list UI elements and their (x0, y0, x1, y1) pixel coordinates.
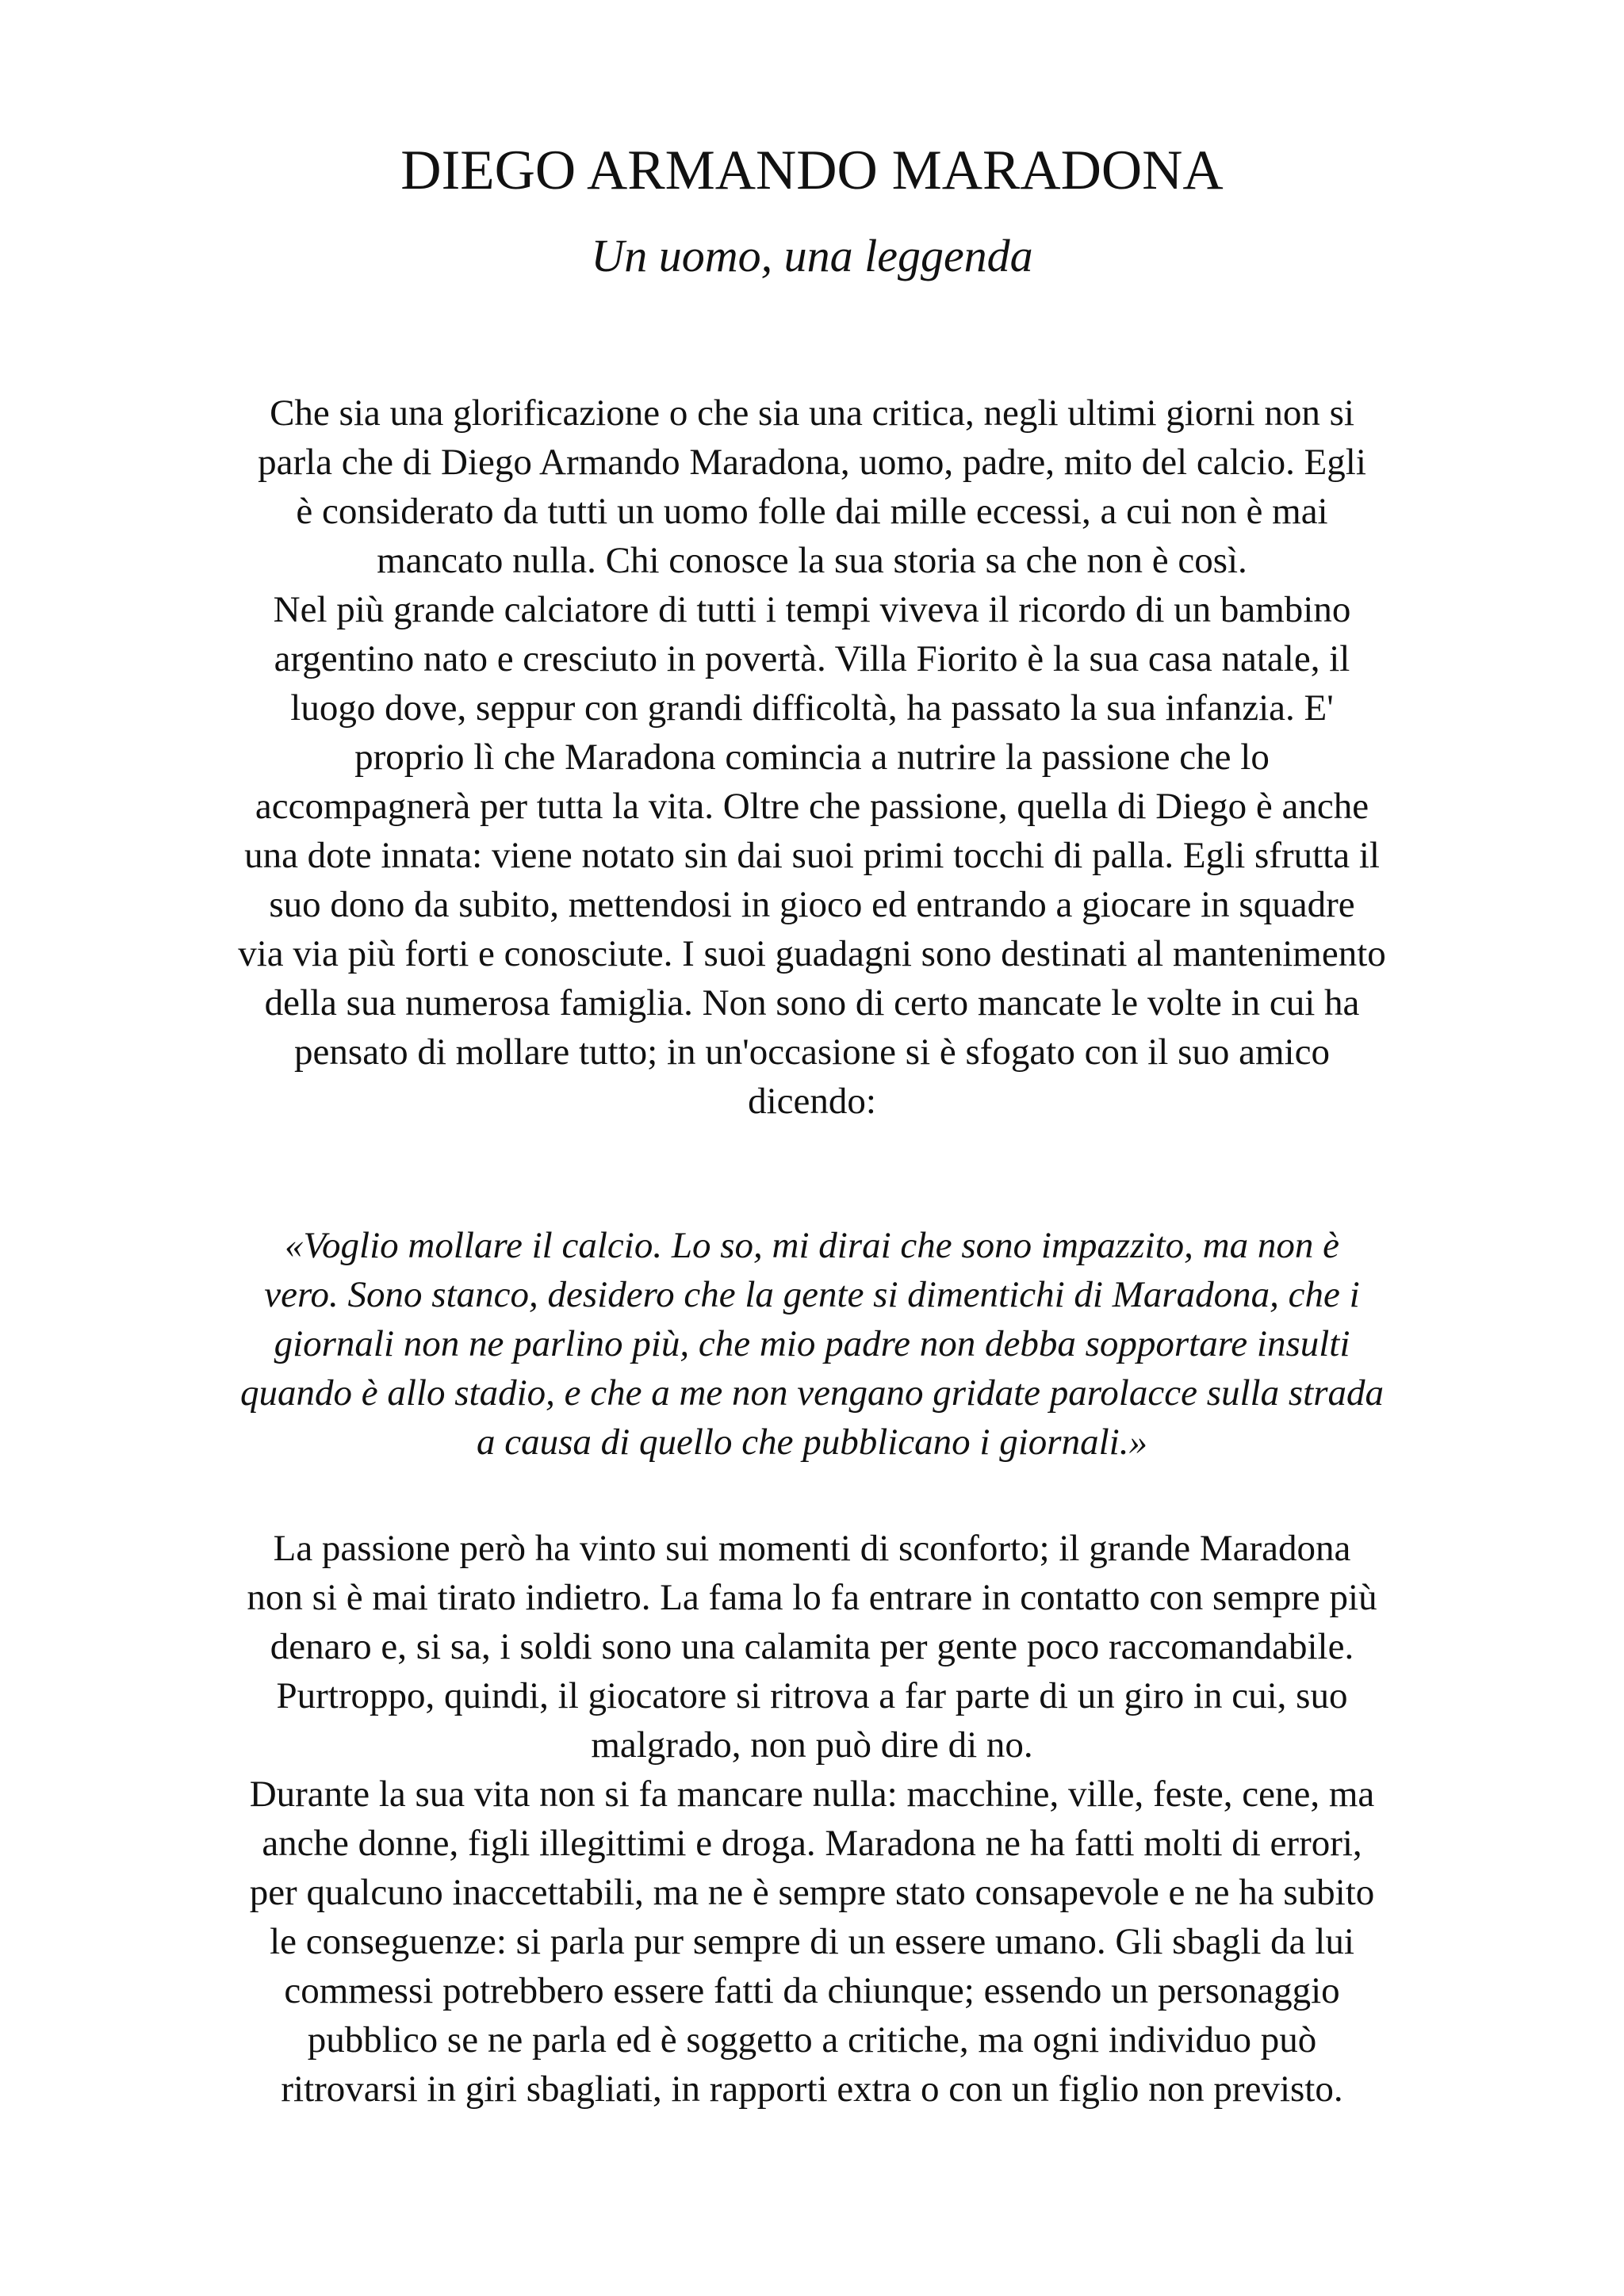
paragraph-line: suo dono da subito, mettendosi in gioco ed entrando a giocare in squadre (269, 884, 1355, 925)
paragraph-line: pensato di mollare tutto; in un'occasione si è sfogato con il suo amico (294, 1031, 1330, 1073)
paragraph-line: Che sia una glorificazione o che sia una critica, negli ultimi giorni non si (270, 392, 1354, 434)
paragraph-line: le conseguenze: si parla pur sempre di un essere umano. Gli sbagli da lui (270, 1921, 1354, 1962)
quote-line: a causa di quello che pubblicano i giornali.» (477, 1422, 1147, 1463)
document-title: DIEGO ARMANDO MARADONA (400, 140, 1224, 201)
paragraph-line: è considerato da tutti un uomo folle dai mille eccessi, a cui non è mai (296, 491, 1328, 532)
paragraph-line: via via più forti e conosciute. I suoi guadagni sono destinati al mantenimento (238, 933, 1386, 974)
paragraph-line: pubblico se ne parla ed è soggetto a critiche, ma ogni individuo può (307, 2019, 1317, 2061)
paragraph-line: accompagnerà per tutta la vita. Oltre che passione, quella di Diego è anche (255, 786, 1369, 827)
paragraph-line: Nel più grande calciatore di tutti i tempi viveva il ricordo di un bambino (273, 589, 1351, 630)
paragraph-line: ritrovarsi in giri sbagliati, in rapporti extra o con un figlio non previsto. (281, 2068, 1343, 2110)
paragraph-line: Purtroppo, quindi, il giocatore si ritrova a far parte di un giro in cui, suo (276, 1675, 1348, 1716)
paragraph-line: La passione però ha vinto sui momenti di sconforto; il grande Maradona (273, 1528, 1351, 1569)
paragraph-line: malgrado, non può dire di no. (591, 1724, 1033, 1766)
paragraph-line: Durante la sua vita non si fa mancare nulla: macchine, ville, feste, cene, ma (249, 1774, 1375, 1815)
quote-line: giornali non ne parlino più, che mio padre non debba sopportare insulti (274, 1323, 1350, 1364)
paragraph-line: commessi potrebbero essere fatti da chiunque; essendo un personaggio (284, 1970, 1340, 2011)
paragraph-line: proprio lì che Maradona comincia a nutrire la passione che lo (354, 737, 1270, 778)
paragraph-conclusion (151, 1524, 1473, 2114)
paragraph-line: mancato nulla. Chi conosce la sua storia sa che non è così. (377, 540, 1247, 581)
paragraph-line: dicendo: (748, 1081, 876, 1122)
paragraph-line: anche donne, figli illegittimi e droga. Maradona ne ha fatti molti di errori, (262, 1823, 1362, 1864)
paragraph-line: luogo dove, seppur con grandi difficoltà, ha passato la sua infanzia. E' (290, 687, 1334, 729)
paragraph-line: per qualcuno inaccettabili, ma ne è sempre stato consapevole e ne ha subito (249, 1872, 1375, 1913)
quote-line: vero. Sono stanco, desidero che la gente si dimentichi di Maradona, che i (264, 1274, 1360, 1315)
maradona-quote (151, 1221, 1473, 1467)
paragraph-line: argentino nato e cresciuto in povertà. Villa Fiorito è la sua casa natale, il (274, 638, 1350, 679)
paragraph-line: una dote innata: viene notato sin dai suoi primi tocchi di palla. Egli sfrutta il (244, 835, 1380, 876)
document-subtitle: Un uomo, una leggenda (591, 230, 1033, 281)
quote-line: «Voglio mollare il calcio. Lo so, mi dirai che sono impazzito, ma non è (285, 1225, 1339, 1266)
paragraph-line: non si è mai tirato indietro. La fama lo fa entrare in contatto con sempre più (247, 1577, 1377, 1618)
paragraph-intro (151, 388, 1473, 1126)
paragraph-line: denaro e, si sa, i soldi sono una calamita per gente poco raccomandabile. (270, 1626, 1354, 1667)
paragraph-line: della sua numerosa famiglia. Non sono di certo mancate le volte in cui ha (264, 982, 1360, 1024)
quote-line: quando è allo stadio, e che a me non vengano gridate parolacce sulla strada (240, 1372, 1384, 1414)
paragraph-line: parla che di Diego Armando Maradona, uomo, padre, mito del calcio. Egli (258, 442, 1366, 483)
